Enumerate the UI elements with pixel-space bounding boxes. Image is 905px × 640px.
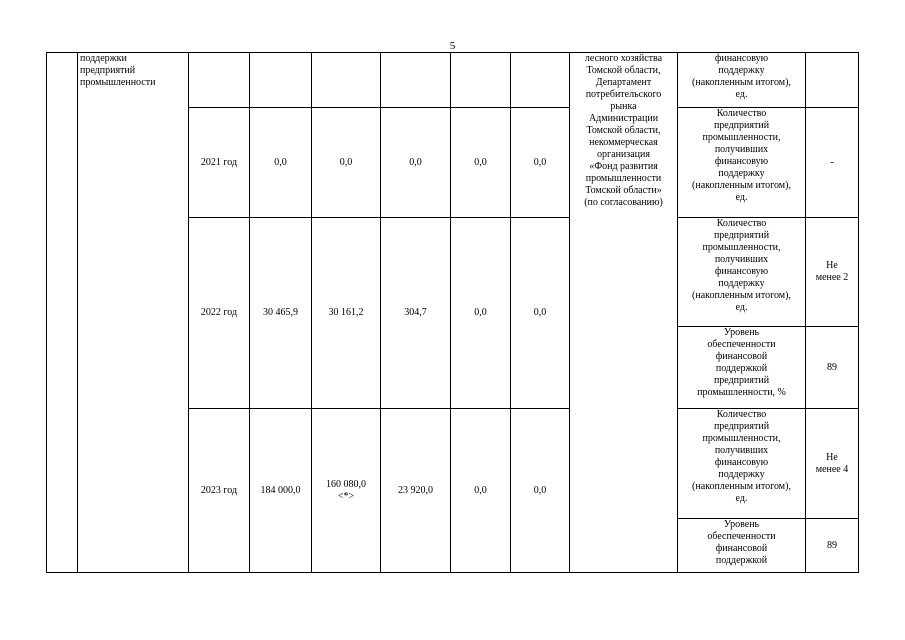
- indicator-line: поддержкой: [715, 363, 768, 374]
- regional-cell: 304,7: [381, 218, 451, 409]
- indicator-line: Количество: [716, 409, 767, 420]
- measures-table: [46, 52, 859, 573]
- indicator-line: обеспеченности: [707, 339, 776, 350]
- other-cell: 0,0: [511, 108, 570, 218]
- federal-cell: [312, 409, 381, 573]
- program-name-line: поддержки: [80, 53, 127, 64]
- indicator-value-cell: 89: [806, 519, 859, 573]
- total-cell: 30 465,9: [250, 218, 312, 409]
- indicator-line: промышленности,: [702, 242, 781, 253]
- executor-line: рынка: [610, 101, 637, 112]
- table-row-continuation: [47, 53, 859, 108]
- indicator-value-empty: [806, 53, 859, 108]
- local-cell: 0,0: [451, 218, 511, 409]
- regional-cell: 0,0: [381, 108, 451, 218]
- total-cell: 0,0: [250, 108, 312, 218]
- indicator-level-cell: [678, 327, 806, 409]
- program-name-cell: [78, 53, 189, 573]
- program-name-line: промышленности: [80, 77, 156, 88]
- indicator-line: финансовой: [715, 351, 768, 362]
- number-cell: [47, 53, 78, 573]
- indicator-line: промышленности,: [702, 433, 781, 444]
- indicator-line: (накопленным итогом),: [692, 77, 791, 88]
- local-cell: 0,0: [451, 108, 511, 218]
- executor-line: Администрации: [588, 113, 659, 124]
- executor-line: промышленности: [585, 173, 662, 184]
- indicator-line: предприятий: [713, 421, 770, 432]
- indicator-value-cell: -: [806, 108, 859, 218]
- indicator-line: получивших: [714, 445, 769, 456]
- indicator-line: обеспеченности: [707, 531, 776, 542]
- federal-value: 160 080,0: [326, 478, 366, 490]
- indicator-count-cell: [678, 218, 806, 327]
- federal-cell-empty: [312, 53, 381, 108]
- executor-line: некоммерческая: [589, 137, 658, 148]
- local-cell-empty: [451, 53, 511, 108]
- indicator-line: финансовой: [715, 543, 768, 554]
- indicator-value-line: менее 4: [815, 463, 849, 475]
- indicator-level-cell: [678, 519, 806, 573]
- indicator-value-cell: [806, 409, 859, 519]
- executor-line: лесного хозяйства: [584, 53, 663, 64]
- indicator-line: ед.: [735, 302, 748, 313]
- other-cell-empty: [511, 53, 570, 108]
- indicator-line: Уровень: [723, 519, 760, 530]
- other-cell: 0,0: [511, 409, 570, 573]
- indicator-count-cell: [678, 108, 806, 218]
- indicator-line: получивших: [714, 254, 769, 265]
- indicator-line: Уровень: [723, 327, 760, 338]
- executor-line: Томской области»: [585, 185, 662, 196]
- executor-line: организация: [597, 149, 650, 160]
- indicator-line: ед.: [735, 493, 748, 504]
- total-cell-empty: [250, 53, 312, 108]
- indicator-line: (накопленным итогом),: [692, 290, 791, 301]
- indicator-line: поддержку: [718, 278, 765, 289]
- indicator-line: поддержкой: [715, 555, 768, 566]
- regional-cell-empty: [381, 53, 451, 108]
- year-cell-empty: [189, 53, 250, 108]
- indicator-line: поддержку: [718, 168, 765, 179]
- executor-line: потребительского: [585, 89, 662, 100]
- indicator-value-line: Не: [826, 451, 838, 463]
- indicator-value-line: менее 2: [815, 272, 849, 283]
- indicator-line: получивших: [714, 144, 769, 155]
- year-cell: 2023 год: [189, 409, 250, 573]
- indicator-count-cell: [678, 409, 806, 519]
- executor-line: (по согласованию): [584, 197, 663, 208]
- executor-line: Томской области,: [586, 65, 661, 76]
- other-cell: 0,0: [511, 218, 570, 409]
- executor-cell: [570, 53, 678, 573]
- executor-line: Томской области,: [586, 125, 661, 136]
- indicator-line: (накопленным итогом),: [692, 481, 791, 492]
- indicator-line: Количество: [716, 108, 767, 119]
- indicator-value-cell: 89: [806, 327, 859, 409]
- federal-cell: 0,0: [312, 108, 381, 218]
- indicator-line: поддержку: [718, 469, 765, 480]
- page-number: 5: [449, 40, 456, 52]
- indicator-value-cell: [806, 218, 859, 327]
- indicator-line: финансовую: [714, 457, 769, 468]
- indicator-line: ед.: [735, 192, 748, 203]
- indicator-line: Количество: [716, 218, 767, 229]
- indicator-line: финансовую: [714, 156, 769, 167]
- indicator-line: поддержку: [718, 65, 765, 76]
- indicator-line: финансовую: [714, 53, 769, 64]
- federal-footnote-mark: <*>: [337, 490, 355, 502]
- indicator-line: предприятий: [713, 120, 770, 131]
- indicator-value-line: Не: [826, 260, 838, 271]
- total-cell: 184 000,0: [250, 409, 312, 573]
- program-name-line: предприятий: [80, 65, 136, 76]
- indicator-line: финансовую: [714, 266, 769, 277]
- regional-cell: 23 920,0: [381, 409, 451, 573]
- indicator-continuation-cell: [678, 53, 806, 108]
- executor-line: Департамент: [595, 77, 652, 88]
- indicator-line: (накопленным итогом),: [692, 180, 791, 191]
- indicator-line: промышленности, %: [697, 387, 786, 398]
- executor-line: «Фонд развития: [589, 161, 658, 172]
- indicator-line: предприятий: [713, 375, 770, 386]
- year-cell: 2022 год: [189, 218, 250, 409]
- federal-cell: 30 161,2: [312, 218, 381, 409]
- year-cell: 2021 год: [189, 108, 250, 218]
- indicator-line: ед.: [735, 89, 748, 100]
- indicator-line: промышленности,: [702, 132, 781, 143]
- indicator-line: предприятий: [713, 230, 770, 241]
- local-cell: 0,0: [451, 409, 511, 573]
